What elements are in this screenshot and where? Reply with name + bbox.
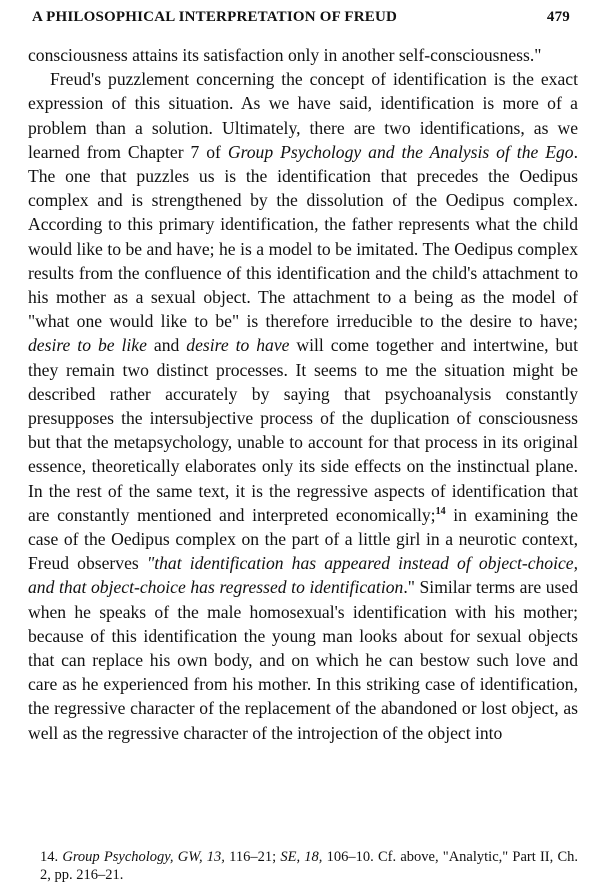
footnote-text: 116–21;	[224, 849, 281, 865]
footnote-text: 106–10. Cf. above, "Analytic," Part II, Ch. 2, pp. 216–21.	[40, 849, 578, 883]
footnote-title: Group Psychology, GW, 13,	[62, 849, 225, 865]
running-title: A PHILOSOPHICAL INTERPRETATION OF FREUD	[32, 9, 398, 25]
text-run: in examining the case of the Oedipus complex on the part of a little girl in a neurotic context, Freud observes	[28, 504, 578, 574]
italic-phrase: desire to be like	[28, 335, 147, 356]
italic-phrase: desire to have	[186, 335, 290, 356]
footnote	[40, 848, 578, 884]
text-run: and	[146, 335, 187, 356]
footnote-number: 14.	[40, 849, 63, 865]
italic-quote: "that identification has appeared instead of object-choice, and that object-choice has regressed to identification	[28, 553, 578, 598]
page-number: 479	[546, 9, 570, 25]
text-run: will come together and intertwine, but they remain two distinct processes. It seems to me the situation might be described rather accurately by saying that psychoanalysis constantly presupposes the intersubjective process of the duplication of consciousness but that the metapsychology, unable to account for that process in its original essence, theoretically elaborates only its side effects on the instinctual plane. In the rest of the same text, it is the regressive aspects of identification that are constantly mentioned and interpreted economically;	[28, 335, 578, 525]
paragraph-2	[28, 67, 578, 745]
text-run: . The one that puzzles us is the identification that precedes the Oedipus complex and is strengthened by the dissolution of the Oedipus complex. According to this primary identification, the father represents what the child would like to be and have; he is a model to be imitated. The Oedipus complex results from the confluence of this identification and the child's attachment to his mother as a sexual object. The attachment to a being as the model of "what one would like to be" is therefore irreducible to the desire to have;	[28, 141, 578, 332]
footnote-source: SE, 18,	[280, 849, 323, 865]
italic-title: Group Psychology and the Analysis of the Ego	[227, 141, 574, 162]
footnote-marker: 14	[435, 506, 446, 517]
text-run: ." Similar terms are used when he speaks of the male homosexual's identification with his mother; because of this identification the young man looks about for sexual objects that can replace his own body, and on which he can bestow such love and care as he experienced from his mother. In this striking case of identification, the regressive character of the replacement of the abandoned or lost object, as well as the regressive character of the introjection of the object into	[28, 577, 579, 743]
body-text	[28, 43, 578, 745]
running-head	[32, 9, 570, 26]
paragraph-1: consciousness attains its satisfaction only in another self-consciousness."	[28, 45, 542, 65]
text-run: Freud's puzzlement concerning the concept of identification is the exact expression of this situation. As we have said, identification is more of a problem than a solution. Ultimately, there are two identifications, as we learned from Chapter 7 of	[28, 69, 578, 162]
